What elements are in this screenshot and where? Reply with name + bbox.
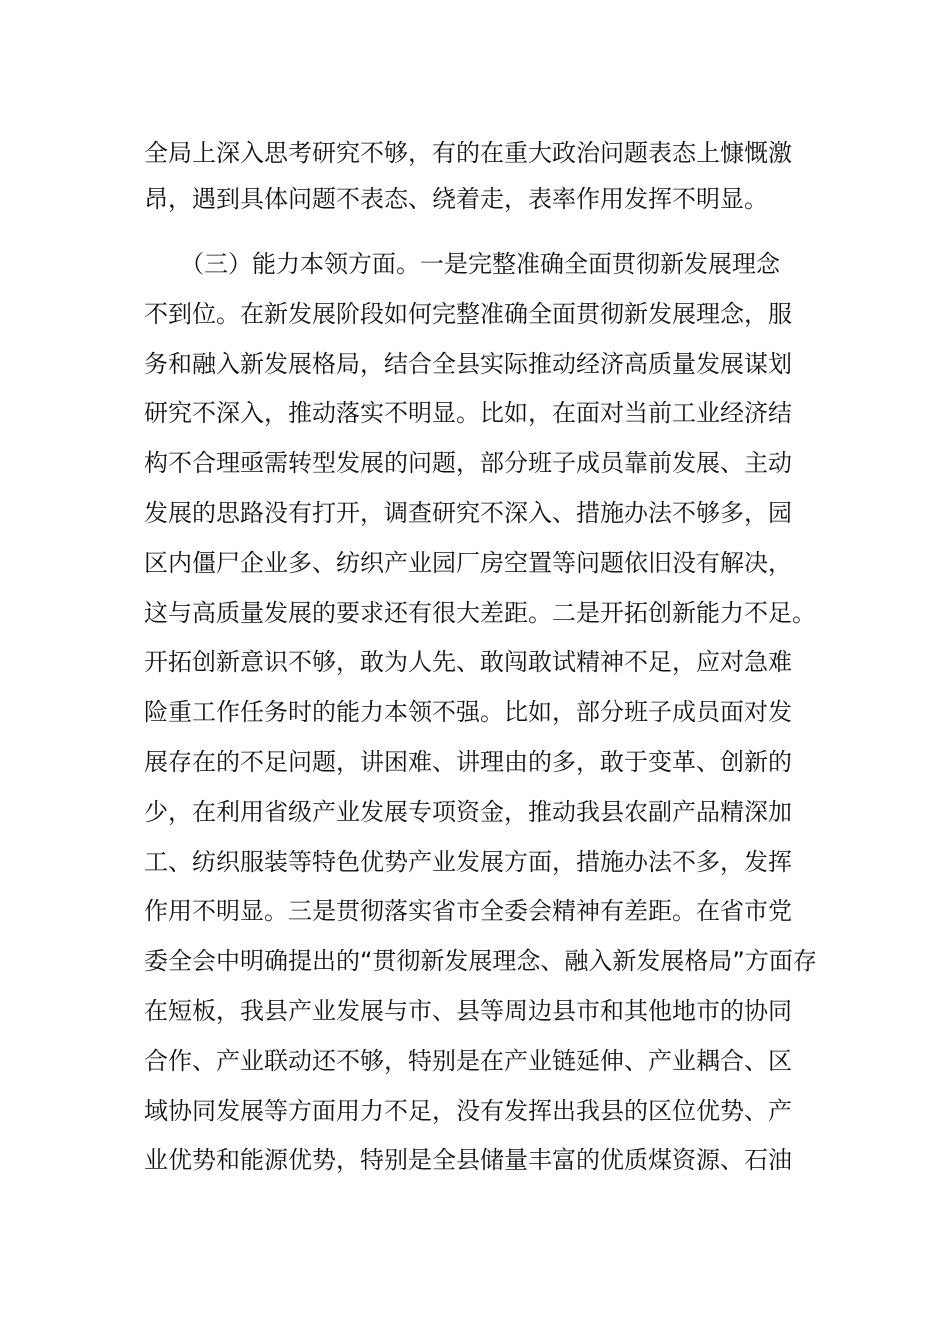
text-line: （三）能力本领方面。一是完整准确全面贯彻新发展理念 — [144, 250, 780, 278]
text-line: 研究不深入，推动落实不明显。比如，在面对当前工业经济结 — [144, 399, 792, 428]
text-line: 发展的思路没有打开，调查研究不深入、措施办法不够多，园 — [144, 498, 792, 527]
paragraph-continued — [144, 130, 814, 222]
text-line: 作用不明显。三是贯彻落实省市全委会精神有差距。在省市党 — [144, 897, 792, 926]
text-line: 昂，遇到具体问题不表态、绕着走，表率作用发挥不明显。 — [144, 185, 768, 213]
text-line: 全局上深入思考研究不够，有的在重大政治问题表态上慷慨激 — [144, 139, 792, 167]
text-line: 开拓创新意识不够，敢为人先、敢闯敢试精神不足，应对急难 — [144, 648, 792, 677]
paragraph-ability-section — [144, 240, 817, 1186]
text-line: 域协同发展等方面用力不足，没有发挥出我县的区位优势、产 — [144, 1096, 792, 1125]
text-line: 构不合理亟需转型发展的问题，部分班子成员靠前发展、主动 — [144, 449, 792, 478]
text-line: 合作、产业联动还不够，特别是在产业链延伸、产业耦合、区 — [144, 1046, 792, 1075]
text-line: 务和融入新发展格局，结合全县实际推动经济高质量发展谋划 — [144, 349, 792, 378]
text-line: 区内僵尸企业多、纺织产业园厂房空置等问题依旧没有解决， — [144, 548, 792, 577]
text-line: 业优势和能源优势，特别是全县储量丰富的优质煤资源、石油 — [144, 1146, 792, 1175]
text-line: 在短板，我县产业发展与市、县等周边县市和其他地市的协同 — [144, 996, 792, 1025]
text-line: 不到位。在新发展阶段如何完整准确全面贯彻新发展理念，服 — [144, 299, 792, 328]
text-line: 险重工作任务时的能力本领不强。比如，部分班子成员面对发 — [144, 698, 792, 727]
text-line: 这与高质量发展的要求还有很大差距。二是开拓创新能力不足。 — [144, 598, 816, 627]
text-line: 工、纺织服装等特色优势产业发展方面，措施办法不多，发挥 — [144, 847, 792, 876]
text-line: 少，在利用省级产业发展专项资金，推动我县农副产品精深加 — [144, 797, 792, 826]
text-line: 委全会中明确提出的“贯彻新发展理念、融入新发展格局”方面存 — [144, 947, 817, 976]
text-line: 展存在的不足问题，讲困难、讲理由的多，敢于变革、创新的 — [144, 747, 792, 776]
